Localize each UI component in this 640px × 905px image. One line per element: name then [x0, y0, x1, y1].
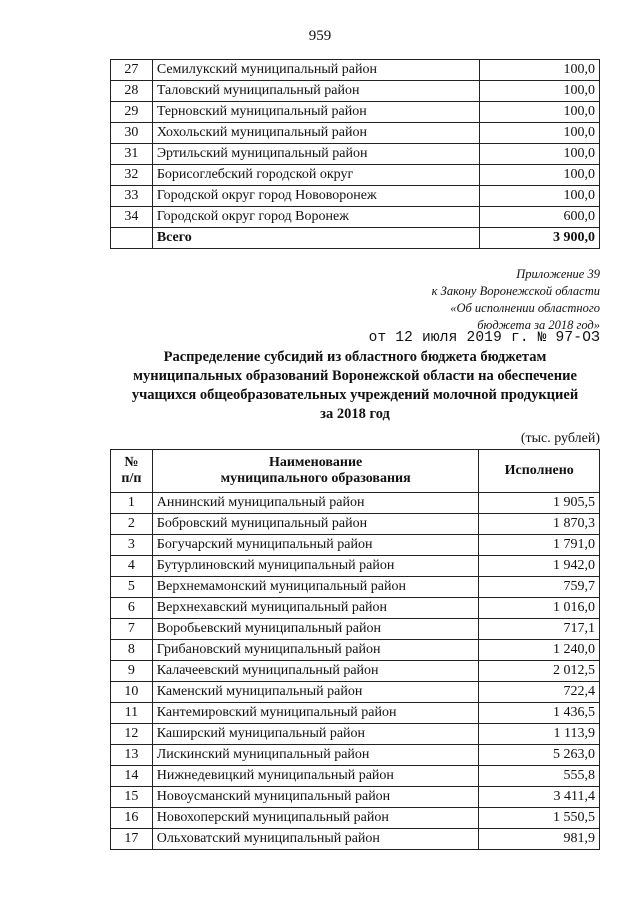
page-number: 959 — [308, 28, 332, 44]
table-row — [111, 640, 600, 661]
amount-value: 1 240,0 — [479, 640, 600, 661]
municipality-name: Городской округ город Воронеж — [152, 207, 479, 228]
total-label: Всего — [152, 228, 479, 249]
header-num — [111, 450, 153, 493]
amount-value: 1 905,5 — [479, 493, 600, 514]
row-number: 1 — [111, 493, 153, 514]
amount-value: 555,8 — [479, 766, 600, 787]
amount-value: 1 942,0 — [479, 556, 600, 577]
header-value: Исполнено — [479, 450, 600, 493]
row-number: 13 — [111, 745, 153, 766]
header-name-line2: муниципального образования — [220, 471, 411, 486]
row-number: 11 — [111, 703, 153, 724]
municipality-name: Воробьевский муниципальный район — [152, 619, 479, 640]
document-title — [105, 348, 605, 424]
table-row — [111, 577, 600, 598]
amount-value: 1 016,0 — [479, 598, 600, 619]
municipality-name: Новоусманский муниципальный район — [152, 787, 479, 808]
amount-value: 1 550,5 — [479, 808, 600, 829]
row-number: 4 — [111, 556, 153, 577]
header-name-line1: Наименование — [268, 455, 363, 470]
header-num-line2: п/п — [121, 471, 142, 486]
row-number: 33 — [111, 186, 153, 207]
row-number: 2 — [111, 514, 153, 535]
municipality-name: Бутурлиновский муниципальный район — [152, 556, 479, 577]
table-row — [111, 745, 600, 766]
continuation-table-body — [111, 60, 600, 228]
row-number: 34 — [111, 207, 153, 228]
municipality-name: Терновский муниципальный район — [152, 102, 479, 123]
municipality-name: Семилукский муниципальный район — [152, 60, 479, 81]
row-number: 16 — [111, 808, 153, 829]
amount-value: 759,7 — [479, 577, 600, 598]
row-number: 17 — [111, 829, 153, 850]
appendix-note — [300, 266, 600, 334]
row-number: 6 — [111, 598, 153, 619]
row-number: 30 — [111, 123, 153, 144]
table-row — [111, 60, 600, 81]
title-line: учащихся общеобразовательных учреждений молочной продукцией — [131, 387, 579, 403]
row-number: 29 — [111, 102, 153, 123]
table-row — [111, 535, 600, 556]
table-row — [111, 165, 600, 186]
amount-value: 2 012,5 — [479, 661, 600, 682]
row-number: 12 — [111, 724, 153, 745]
municipality-name: Ольховатский муниципальный район — [152, 829, 479, 850]
amount-value: 1 870,3 — [479, 514, 600, 535]
title-line: муниципальных образований Воронежской области на обеспечение — [133, 368, 577, 384]
row-number: 31 — [111, 144, 153, 165]
amount-value: 100,0 — [479, 144, 599, 165]
row-number: 10 — [111, 682, 153, 703]
amount-value: 981,9 — [479, 829, 600, 850]
amount-value: 100,0 — [479, 123, 599, 144]
table-row — [111, 661, 600, 682]
municipality-name: Городской округ город Нововоронеж — [152, 186, 479, 207]
amount-value: 100,0 — [479, 81, 599, 102]
amount-value: 3 411,4 — [479, 787, 600, 808]
table-row — [111, 123, 600, 144]
appendix-line: к Закону Воронежской области — [431, 284, 600, 298]
appendix-line: Приложение 39 — [516, 267, 600, 281]
continuation-table — [110, 59, 600, 249]
municipality-name: Бобровский муниципальный район — [152, 514, 479, 535]
table-row — [111, 102, 600, 123]
municipality-name: Таловский муниципальный район — [152, 81, 479, 102]
title-line: Распределение субсидий из областного бюджета бюджетам — [163, 349, 547, 365]
table-row — [111, 493, 600, 514]
amount-value: 717,1 — [479, 619, 600, 640]
amount-value: 100,0 — [479, 102, 599, 123]
municipality-name: Аннинский муниципальный район — [152, 493, 479, 514]
municipality-name: Калачеевский муниципальный район — [152, 661, 479, 682]
row-number: 14 — [111, 766, 153, 787]
total-num-cell — [111, 228, 153, 249]
municipality-name: Эртильский муниципальный район — [152, 144, 479, 165]
units-label: (тыс. рублей) — [520, 431, 600, 446]
row-number: 3 — [111, 535, 153, 556]
municipality-name: Верхнехавский муниципальный район — [152, 598, 479, 619]
table-row — [111, 619, 600, 640]
table-row — [111, 703, 600, 724]
amount-value: 1 436,5 — [479, 703, 600, 724]
amount-value: 100,0 — [479, 165, 599, 186]
row-number: 32 — [111, 165, 153, 186]
total-value: 3 900,0 — [479, 228, 599, 249]
table-row — [111, 598, 600, 619]
appendix-line: «Об исполнении областного — [450, 301, 600, 315]
municipality-name: Новохоперский муниципальный район — [152, 808, 479, 829]
municipality-name: Каширский муниципальный район — [152, 724, 479, 745]
row-number: 28 — [111, 81, 153, 102]
municipality-name: Нижнедевицкий муниципальный район — [152, 766, 479, 787]
table-row — [111, 556, 600, 577]
table-row — [111, 682, 600, 703]
municipality-name: Борисоглебский городской округ — [152, 165, 479, 186]
amount-value: 722,4 — [479, 682, 600, 703]
row-number: 9 — [111, 661, 153, 682]
amount-value: 100,0 — [479, 60, 599, 81]
header-row — [111, 450, 600, 493]
table-row — [111, 766, 600, 787]
amount-value: 1 113,9 — [479, 724, 600, 745]
table-row — [111, 829, 600, 850]
amount-value: 600,0 — [479, 207, 599, 228]
table-row — [111, 724, 600, 745]
header-num-line1: № — [124, 455, 139, 470]
table-row — [111, 186, 600, 207]
row-number: 5 — [111, 577, 153, 598]
row-number: 15 — [111, 787, 153, 808]
municipality-name: Верхнемамонский муниципальный район — [152, 577, 479, 598]
law-date-stamp: от 12 июля 2019 г. № 97-ОЗ — [368, 330, 600, 346]
row-number: 8 — [111, 640, 153, 661]
row-number: 27 — [111, 60, 153, 81]
amount-value: 1 791,0 — [479, 535, 600, 556]
table-row — [111, 81, 600, 102]
table-row — [111, 787, 600, 808]
municipality-name: Лискинский муниципальный район — [152, 745, 479, 766]
table-row — [111, 808, 600, 829]
municipality-name: Грибановский муниципальный район — [152, 640, 479, 661]
appendix-line: бюджета за 2018 год» — [477, 318, 600, 332]
municipality-name: Кантемировский муниципальный район — [152, 703, 479, 724]
subsidy-table-body — [111, 493, 600, 850]
subsidy-table — [110, 449, 600, 850]
municipality-name: Каменский муниципальный район — [152, 682, 479, 703]
table-row — [111, 207, 600, 228]
table-row — [111, 144, 600, 165]
header-name — [152, 450, 479, 493]
total-row — [111, 228, 600, 249]
table-row — [111, 514, 600, 535]
municipality-name: Богучарский муниципальный район — [152, 535, 479, 556]
amount-value: 100,0 — [479, 186, 599, 207]
municipality-name: Хохольский муниципальный район — [152, 123, 479, 144]
amount-value: 5 263,0 — [479, 745, 600, 766]
row-number: 7 — [111, 619, 153, 640]
title-line: за 2018 год — [320, 406, 390, 422]
